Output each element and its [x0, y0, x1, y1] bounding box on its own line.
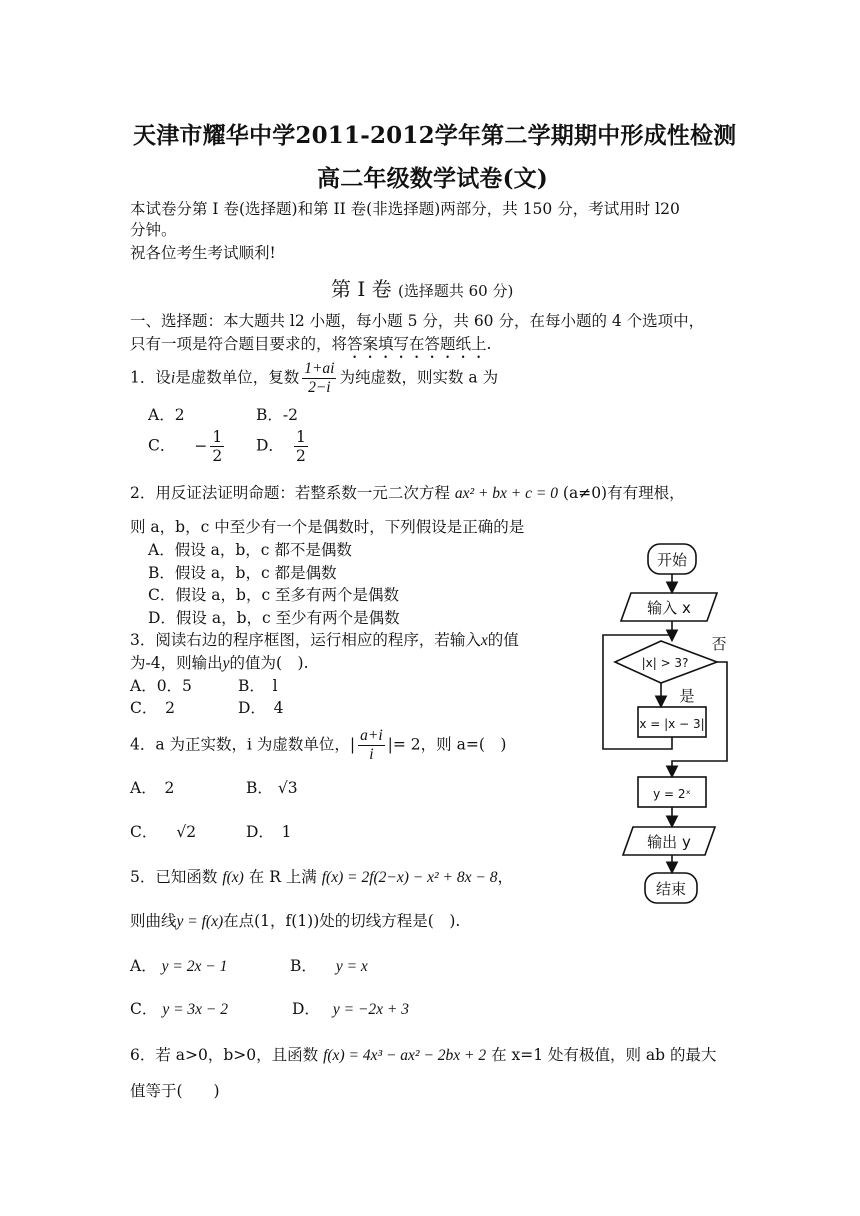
q5-fx: f(x)	[222, 869, 244, 886]
q1-option-a: A．2	[148, 406, 185, 424]
q1-option-c-den: 2	[212, 447, 223, 465]
q3-var-x: x	[480, 632, 488, 649]
q1-option-c-num: 1	[212, 428, 223, 446]
q1-option-c-sign: −	[194, 436, 208, 455]
q2-option-c: C．假设 a，b，c 至多有两个是偶数	[148, 586, 400, 604]
q5-option-c-value: y = 3x − 2	[162, 1001, 228, 1018]
q3-line1-a: 3．阅读右边的程序框图，运行相应的程序，若输入	[130, 631, 481, 649]
flowchart-compute-label: y = 2ˣ	[653, 787, 691, 801]
q3-option-b: B． l	[238, 677, 278, 695]
q1-option-c-label: C．	[148, 436, 176, 455]
q3-line1-b: 的值	[487, 631, 519, 649]
q1-option-d-den: 2	[295, 447, 306, 465]
q3-option-d: D． 4	[238, 699, 284, 717]
section-title	[331, 273, 513, 302]
flowchart-no-label: 否	[711, 635, 727, 653]
question-6	[130, 1044, 717, 1067]
flowchart-output-label: 输出 y	[647, 833, 691, 851]
q1-pre: 1．设	[130, 368, 171, 387]
q4-option-c-label: C．	[130, 823, 158, 841]
instructions-line-2	[130, 333, 491, 362]
q2-pre: 2．用反证法证明命题：若整系数一元二次方程	[130, 484, 450, 502]
flowchart-input-label: 输入 x	[647, 599, 691, 617]
q4-frac-num: a+i	[360, 727, 383, 744]
q5-option-a	[130, 955, 227, 978]
q2-option-d: D．假设 a，b，c 至少有两个是偶数	[148, 609, 400, 627]
q4-option-c	[130, 821, 196, 843]
q3-option-a: A．0．5	[130, 677, 192, 695]
q5-line-2	[130, 910, 460, 933]
q1-option-c-frac	[210, 428, 224, 465]
intro-line-3: 祝各位考生考试顺利!	[130, 244, 276, 262]
question-2	[130, 482, 685, 505]
intro-line-1: 本试卷分第 I 卷(选择题)和第 II 卷(非选择题)两部分，共 150 分，考试用时 l20	[130, 200, 680, 218]
q5-option-d-label: D．	[292, 1000, 320, 1018]
q2-post: (a≠0)有有理根，	[562, 484, 685, 502]
q5-equation: f(x) = 2f(2−x) − x² + 8x − 8	[321, 869, 498, 886]
q1-option-d-num: 1	[295, 428, 306, 446]
instructions-period: .	[486, 335, 492, 353]
q3-option-c: C． 2	[130, 699, 175, 717]
q4-option-b	[246, 777, 298, 799]
flowchart-start-label: 开始	[656, 551, 688, 569]
flowchart-assign-label: x = |x − 3|	[639, 717, 705, 731]
question-1	[130, 360, 498, 397]
q5-option-a-value: y = 2x − 1	[161, 958, 228, 975]
q5-option-c	[130, 998, 228, 1021]
q1-var-i: i	[170, 369, 176, 387]
q1-option-d-frac	[294, 428, 308, 465]
question-5	[130, 866, 513, 889]
q1-post: 为纯虚数，则实数 a 为	[339, 368, 499, 387]
page-subtitle: 高二年级数学试卷(文)	[317, 165, 548, 192]
q4-fraction	[358, 727, 385, 764]
q4-pre: 4．a 为正实数，i 为虚数单位，|	[130, 735, 356, 754]
page-title: 天津市耀华中学2011-2012学年第二学期期中形成性检测	[133, 122, 737, 149]
q6-line-2: 值等于( )	[130, 1082, 220, 1100]
intro-line-2: 分钟。	[130, 221, 177, 239]
q1-option-b: B．-2	[256, 406, 298, 424]
flowchart-yes-label: 是	[679, 687, 695, 705]
question-3	[130, 629, 519, 652]
q3-var-y: y	[222, 655, 230, 672]
q5-line2-eq: y = f(x)	[176, 913, 224, 930]
q5-line2-b: 在点(1，f(1))处的切线方程是( ).	[223, 912, 461, 930]
q5-mid: 在 R 上满	[248, 868, 317, 886]
q1-frac-num: 1+ai	[304, 360, 335, 377]
q5-option-c-label: C．	[130, 1000, 158, 1018]
q5-option-b-label: B．	[290, 957, 317, 975]
q4-option-a: A． 2	[130, 779, 175, 797]
q2-option-a: A．假设 a，b，c 都不是偶数	[148, 541, 352, 559]
q1-frac-den: 2−i	[308, 379, 331, 396]
q6-equation: f(x) = 4x³ − ax² − 2bx + 2	[323, 1047, 487, 1064]
q4-option-d: D． 1	[246, 823, 292, 841]
q1-option-d-label: D．	[256, 436, 284, 455]
q5-line2-a: 则曲线	[130, 912, 177, 930]
q4-frac-den: i	[369, 746, 374, 763]
q4-option-b-label: B．	[246, 779, 273, 797]
q4-post: |= 2，则 a=( )	[387, 735, 507, 754]
q2-line-2: 则 a，b，c 中至少有一个是偶数时，下列假设是正确的是	[130, 518, 525, 536]
q3-line2-b: 的值为( ).	[229, 654, 309, 672]
flowchart	[595, 535, 745, 915]
q1-option-d	[256, 428, 311, 465]
section-subtitle: (选择题共 60 分)	[397, 282, 514, 300]
flowchart-decision-label: |x| > 3?	[641, 656, 689, 670]
q5-option-d-value: y = −2x + 3	[332, 1001, 410, 1018]
q5-option-b-value: y = x	[335, 958, 368, 975]
flowchart-end-label: 结束	[655, 880, 687, 898]
q6-pre: 6．若 a>0，b>0，且函数	[130, 1046, 319, 1064]
q5-pre: 5．已知函数	[130, 868, 218, 886]
q1-fraction	[302, 360, 336, 397]
q2-equation: ax² + bx + c = 0	[454, 485, 558, 502]
q3-line2-a: 为-4，则输出	[130, 654, 223, 672]
q5-post: ，	[497, 868, 513, 886]
section-title-text: 第 I 卷	[331, 277, 392, 301]
q5-option-a-label: A．	[130, 957, 157, 975]
q2-option-b: B．假设 a，b，c 都是偶数	[148, 564, 337, 582]
question-4	[130, 727, 506, 764]
q3-line-2	[130, 652, 309, 675]
q5-option-b	[290, 955, 368, 978]
q4-option-b-value: √3	[277, 779, 298, 797]
q1-mid: 是虚数单位，复数	[175, 368, 300, 387]
instructions-line-1: 一、选择题：本大题共 l2 小题，每小题 5 分，共 60 分，在每小题的 4 个选项中，	[130, 312, 705, 330]
instructions-emphasis: 答案填写在答题纸上	[347, 335, 487, 353]
instructions-text: 只有一项是符合题目要求的，将	[130, 335, 348, 353]
q6-mid: 在 x=1 处有极值，则 ab 的最大	[491, 1046, 717, 1064]
q5-option-d	[292, 998, 409, 1021]
q1-option-c	[148, 428, 227, 465]
q4-option-c-value: √2	[176, 823, 197, 841]
